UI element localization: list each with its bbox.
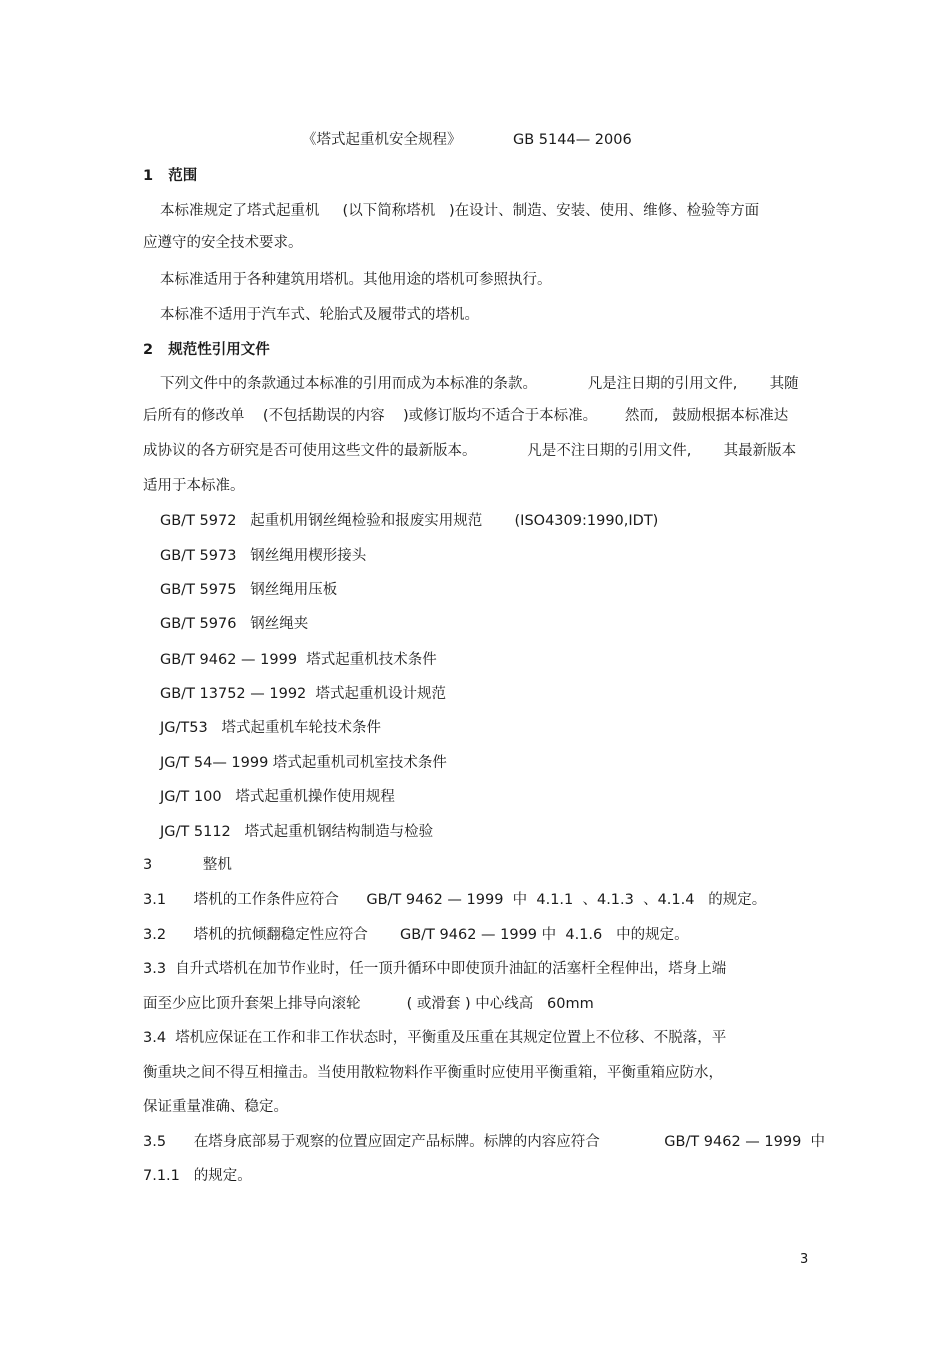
clause-3-4-line-2: 衡重块之间不得互相撞击。当使用散粒物料作平衡重时应使用平衡重箱，平衡重箱应防水， — [143, 1065, 723, 1081]
clause-3-3-line-2: 面至少应比顶升套架上排导向滚轮 ( 或滑套 ) 中心线高 60mm — [143, 996, 594, 1012]
section-2-paragraph-line-3: 成协议的各方研究是否可使用这些文件的最新版本。 凡是不注日期的引用文件, 其最新版本 — [143, 443, 797, 459]
clause-3-1: 3.1 塔机的工作条件应符合 GB/T 9462 — 1999 中 4.1.1 、4.1.3 、4.1.4 的规定。 — [143, 892, 767, 908]
section-1-paragraph-1-line-1: 本标准规定了塔式起重机 (以下简称塔机 )在设计、制造、安装、使用、维修、检验等方面 — [160, 203, 760, 219]
section-1-heading: 1 范围 — [143, 168, 198, 184]
reference-item: GB/T 5973 钢丝绳用楔形接头 — [160, 548, 367, 564]
clause-3-4-line-1: 3.4 塔机应保证在工作和非工作状态时，平衡重及压重在其规定位置上不位移、不脱落，平 — [143, 1030, 727, 1046]
section-2-paragraph-line-4: 适用于本标准。 — [143, 478, 245, 494]
section-2-paragraph-line-1: 下列文件中的条款通过本标准的引用而成为本标准的条款。 凡是注日期的引用文件, 其随 — [160, 376, 799, 392]
section-2-paragraph-line-2: 后所有的修改单 (不包括勘误的内容 )或修订版均不适合于本标准。 然而, 鼓励根据本标准达 — [143, 408, 789, 424]
clause-3-5-line-2: 7.1.1 的规定。 — [143, 1168, 252, 1184]
section-1-paragraph-3: 本标准不适用于汽车式、轮胎式及履带式的塔机。 — [160, 307, 479, 323]
clause-3-3-line-1: 3.3 自升式塔机在加节作业时，任一顶升循环中即使顶升油缸的活塞杆全程伸出，塔身上端 — [143, 961, 727, 977]
section-1-paragraph-1-line-2: 应遵守的安全技术要求。 — [143, 235, 303, 251]
reference-item: GB/T 5975 钢丝绳用压板 — [160, 582, 338, 598]
reference-item: GB/T 5972 起重机用钢丝绳检验和报废实用规范 (ISO4309:1990,IDT) — [160, 513, 659, 529]
reference-item: GB/T 9462 — 1999 塔式起重机技术条件 — [160, 652, 437, 668]
reference-item: JG/T 54— 1999 塔式起重机司机室技术条件 — [160, 755, 447, 771]
clause-3-5-line-1: 3.5 在塔身底部易于观察的位置应固定产品标牌。标牌的内容应符合 GB/T 9462 — 1999 中 — [143, 1134, 826, 1150]
reference-item: JG/T53 塔式起重机车轮技术条件 — [160, 720, 382, 736]
clause-3-4-line-3: 保证重量准确、稳定。 — [143, 1099, 288, 1115]
reference-item: JG/T 5112 塔式起重机钢结构制造与检验 — [160, 824, 434, 840]
page-number: 3 — [800, 1252, 809, 1267]
reference-item: GB/T 5976 钢丝绳夹 — [160, 616, 309, 632]
reference-item: GB/T 13752 — 1992 塔式起重机设计规范 — [160, 686, 446, 702]
standard-code: GB 5144— 2006 — [513, 132, 632, 148]
section-2-heading: 2 规范性引用文件 — [143, 342, 270, 358]
document-title: 《塔式起重机安全规程》 — [302, 132, 462, 148]
section-3-heading: 3 整机 — [143, 857, 232, 873]
section-1-paragraph-2: 本标准适用于各种建筑用塔机。其他用途的塔机可参照执行。 — [160, 272, 552, 288]
reference-item: JG/T 100 塔式起重机操作使用规程 — [160, 789, 395, 805]
clause-3-2: 3.2 塔机的抗倾翻稳定性应符合 GB/T 9462 — 1999 中 4.1.6 中的规定。 — [143, 927, 689, 943]
